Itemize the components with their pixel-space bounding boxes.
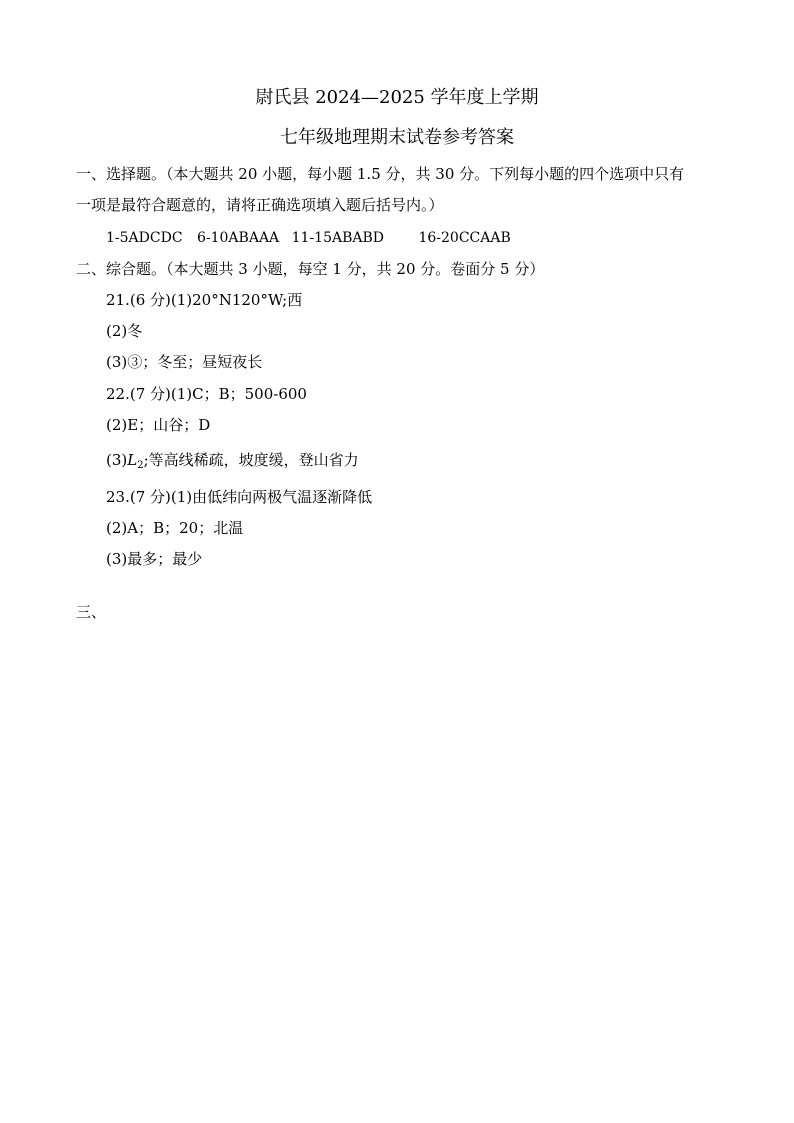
answers-11-15: 11-15ABABD: [291, 230, 385, 246]
q22-part1: 22.(7 分)(1)C；B；500-600: [106, 385, 307, 403]
l2-symbol: [127, 451, 143, 469]
title-text-1: 尉氏县 2024—2025 学年度上学期: [255, 87, 539, 108]
document-title-line-2: [0, 126, 794, 150]
answers-16-20: 16-20CCAAB: [418, 230, 511, 246]
l2-subscript: 2: [137, 460, 144, 471]
q22-part3-prefix: (3): [106, 451, 128, 469]
section2-heading: 二、综合题。（本大题共 3 小题，每空 1 分，共 20 分。卷面分 5 分）: [76, 260, 545, 278]
q22-part3: [106, 450, 359, 476]
q22-part3-rest: ;等高线稀疏，坡度缓，登山省力: [143, 451, 359, 469]
answers-1-5: 1-5ADCDC: [106, 230, 183, 246]
q23-part3: (3)最多；最少: [106, 550, 203, 568]
q21-part1: 21.(6 分)(1)20°N120°W;西: [106, 291, 303, 309]
title-text-2: 七年级地理期末试卷参考答案: [280, 127, 514, 148]
q22-part2: (2)E；山谷；D: [106, 416, 211, 434]
q23-part1: 23.(7 分)(1)由低纬向两极气温逐渐降低: [106, 488, 373, 506]
choice-answers-row: [106, 228, 511, 248]
q23-part2: (2)A；B；20；北温: [106, 519, 244, 537]
section1-heading-line-1: 一、选择题。（本大题共 20 小题，每小题 1.5 分，共 30 分。下列每小题的四个选项中只有: [76, 165, 685, 183]
answers-6-10: 6-10ABAAA: [196, 230, 280, 246]
q21-part2: (2)冬: [106, 322, 143, 340]
section3-heading: 三、: [76, 603, 107, 621]
section1-heading-line-2: 一项是最符合题意的，请将正确选项填入题后括号内。）: [76, 196, 444, 214]
document-title-line-1: [0, 86, 794, 110]
q21-part3: (3)③；冬至；昼短夜长: [106, 353, 263, 371]
l2-letter: L: [127, 451, 138, 469]
